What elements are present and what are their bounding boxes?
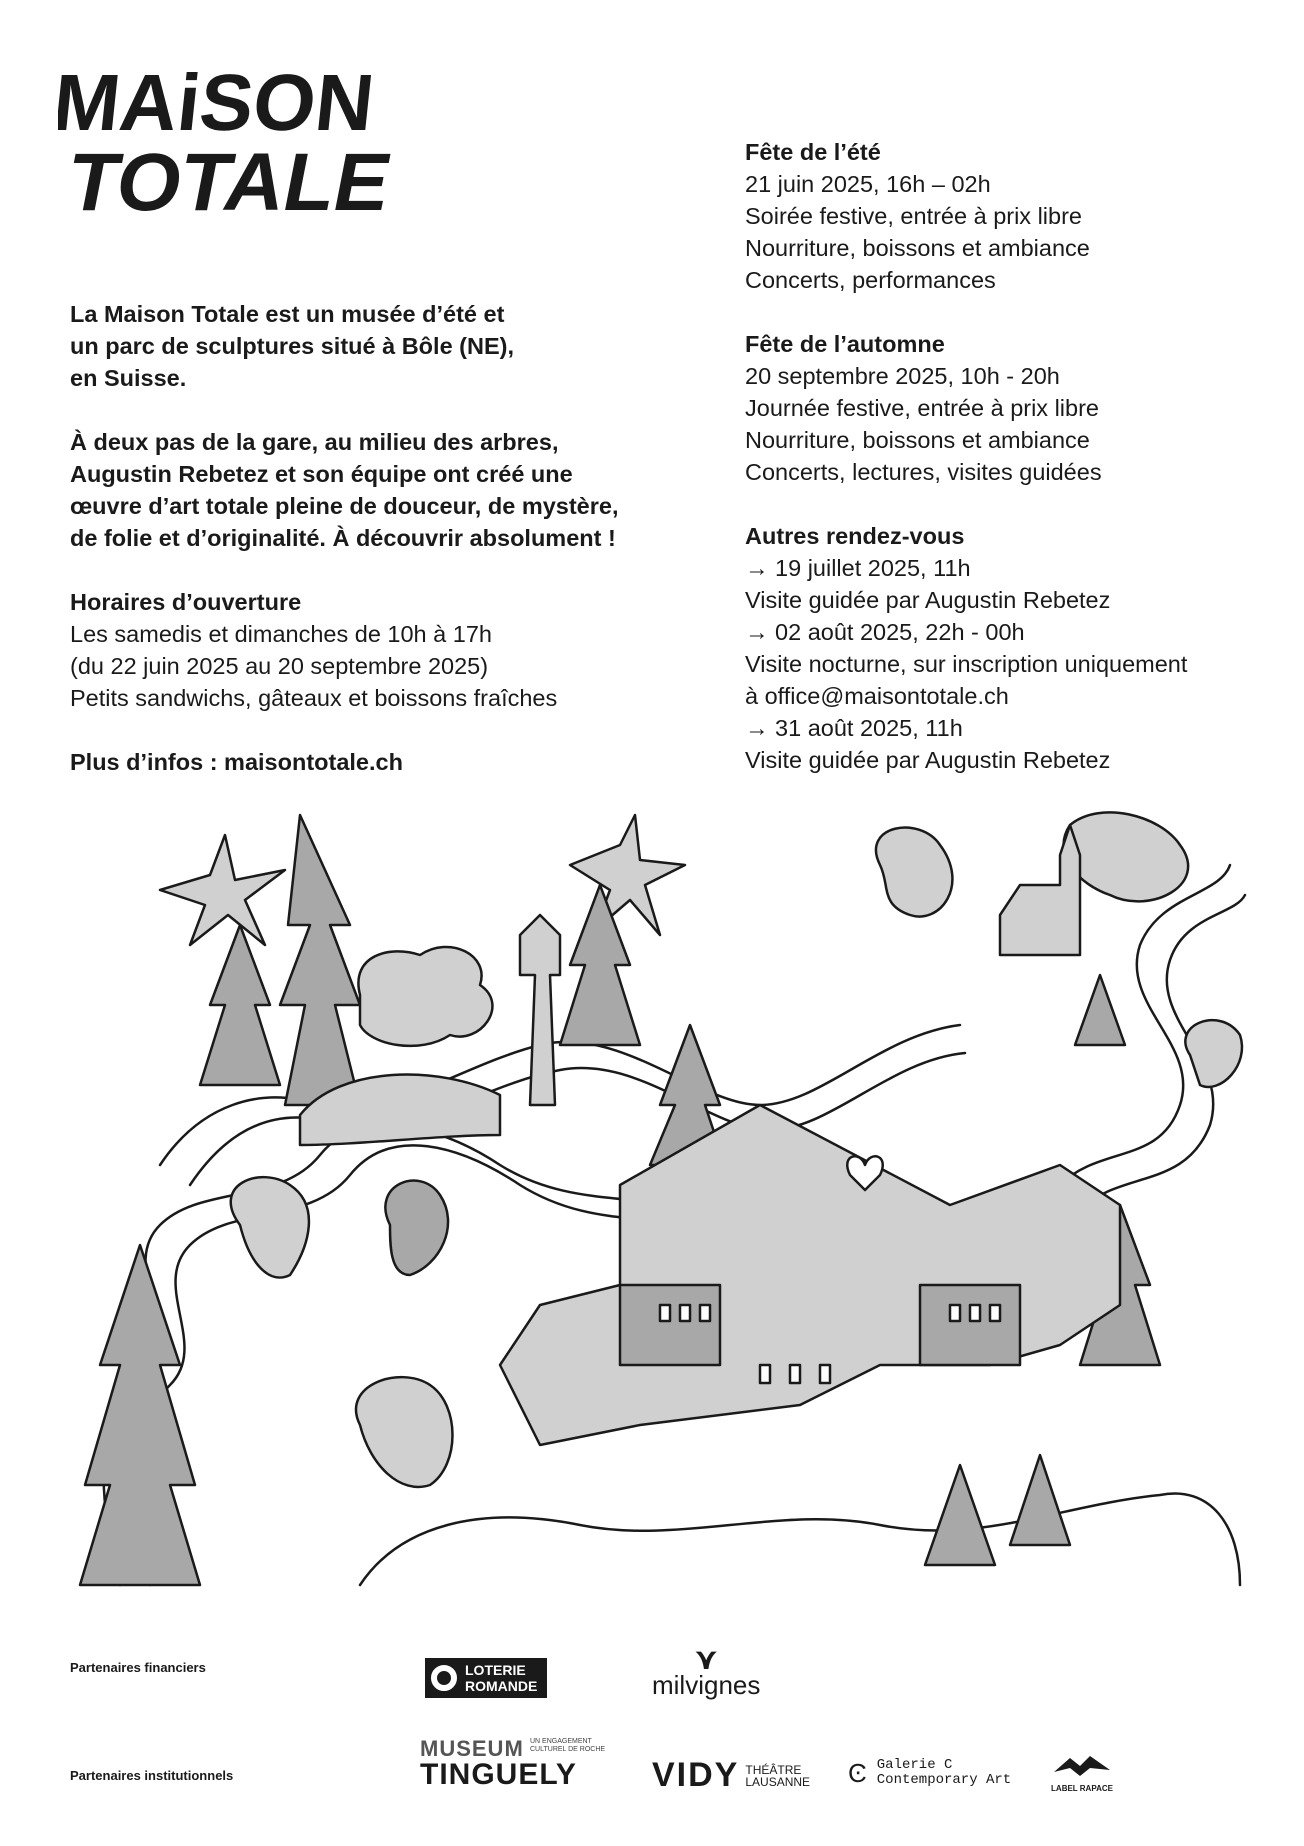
tree-drawing [280,815,360,1105]
logo-line-2: TOTALE [68,137,389,220]
event-line: Nourriture, boissons et ambiance [745,235,1090,261]
sculpture-drawing [1064,812,1189,901]
intro-line: de folie et d’originalité. À découvrir absolument ! [70,525,616,551]
sculpture-drawing [231,1177,309,1277]
milvignes-text: milvignes [652,1670,761,1700]
intro-line: La Maison Totale est un musée d’été et [70,301,505,327]
intro-line: œuvre d’art totale pleine de douceur, de mystère, [70,493,619,519]
event-title: Fête de l’été [745,139,881,165]
event-line: 21 juin 2025, 16h – 02h [745,171,991,197]
hours-line: Les samedis et dimanches de 10h à 17h [70,621,492,647]
event-line: → 19 juillet 2025, 11h [745,555,971,581]
milvignes-mark-icon: ⋎ [694,1643,719,1676]
event-line: → 02 août 2025, 22h - 00h [745,619,1025,645]
church-drawing [1000,825,1080,955]
intro-paragraph-1 [70,298,670,394]
sculpture-drawing [1185,1020,1242,1087]
tinguely-top: MUSEUM [420,1736,524,1761]
event-line: Nourriture, boissons et ambiance [745,427,1090,453]
loterie-line: ROMANDE [465,1678,538,1694]
event-line: Visite nocturne, sur inscription uniquement [745,651,1188,677]
loterie-line: LOTERIE [465,1662,526,1678]
tree-drawing [80,1245,200,1585]
galerie-line: Galerie C [876,1757,953,1773]
label-rapace-logo [1050,1752,1114,1793]
museum-tinguely-logo [420,1736,606,1791]
sculpture-drawing [876,828,952,917]
tinguely-small: UN ENGAGEMENT CULTUREL DE ROCHE [530,1738,606,1753]
vidy-sub [745,1764,810,1788]
intro-paragraph-2 [70,426,670,554]
galerie-text [877,1758,1011,1788]
event-line: Visite guidée par Augustin Rebetez [745,587,1111,613]
institutional-partners-label: Partenaires institutionnels [70,1768,234,1783]
logo-drawing [58,60,418,220]
main-building-drawing [620,1285,720,1365]
label-rapace-text: LABEL RAPACE [1051,1784,1113,1793]
intro-line: en Suisse. [70,365,187,391]
tree-drawing [560,885,640,1045]
tree-drawing [1010,1455,1070,1545]
loterie-text [465,1662,537,1694]
financial-partners-label: Partenaires financiers [70,1660,206,1675]
event-line: Visite guidée par Augustin Rebetez [745,747,1111,773]
sculpture-drawing [358,947,492,1046]
more-info: Plus d’infos : maisontotale.ch [70,749,403,775]
intro-line: À deux pas de la gare, au milieu des arbres, [70,429,559,455]
hours-title: Horaires d’ouverture [70,589,302,615]
event-line: Concerts, lectures, visites guidées [745,459,1102,485]
event-line: Concerts, performances [745,267,996,293]
galerie-c-icon: Ͼ [848,1757,867,1788]
event-title: Autres rendez-vous [745,523,965,549]
sculpture-drawing [385,1181,448,1275]
event-title: Fête de l’automne [745,331,945,357]
tree-drawing [200,925,280,1085]
hours-line: Petits sandwichs, gâteaux et boissons fraîches [70,685,558,711]
rapace-bird-icon [1050,1752,1114,1782]
event-other [745,520,1285,776]
tower-drawing [520,915,560,1105]
vidy-text: VIDY [652,1756,740,1794]
loterie-romande-logo [425,1658,547,1698]
intro-line: un parc de sculptures situé à Bôle (NE), [70,333,514,359]
event-line: à office@maisontotale.ch [745,683,1009,709]
event-line: → 31 août 2025, 11h [745,715,963,741]
event-line: Journée festive, entrée à prix libre [745,395,1099,421]
event-line: 20 septembre 2025, 10h - 20h [745,363,1060,389]
event-autumn [745,328,1285,488]
vidy-sub-line: THÉÂTRE [745,1762,802,1777]
event-line: Soirée festive, entrée à prix libre [745,203,1082,229]
milvignes-logo [652,1643,761,1701]
events-column [745,136,1285,808]
tree-drawing [925,1465,995,1565]
opening-hours [70,586,670,714]
hours-line: (du 22 juin 2025 au 20 septembre 2025) [70,653,489,679]
main-building-drawing [500,1105,1120,1445]
park-illustration [60,805,1250,1605]
galerie-line: Contemporary Art [876,1772,1012,1788]
intro-line: Augustin Rebetez et son équipe ont créé une [70,461,573,487]
event-summer [745,136,1285,296]
star-drawing [160,835,285,945]
galerie-c-logo [848,1758,1011,1788]
tinguely-bottom: TINGUELY [420,1758,577,1791]
sculpture-drawing [356,1377,452,1487]
path-drawing [360,1493,1240,1585]
vidy-sub-line: LAUSANNE [745,1774,811,1789]
maison-totale-logo [58,60,418,220]
logo-line-1: MAiSON [58,60,379,147]
main-building-drawing [920,1285,1020,1365]
intro-column [70,298,670,778]
loterie-ring-icon [431,1665,457,1691]
tree-drawing [1075,975,1125,1045]
vidy-logo [652,1756,810,1795]
